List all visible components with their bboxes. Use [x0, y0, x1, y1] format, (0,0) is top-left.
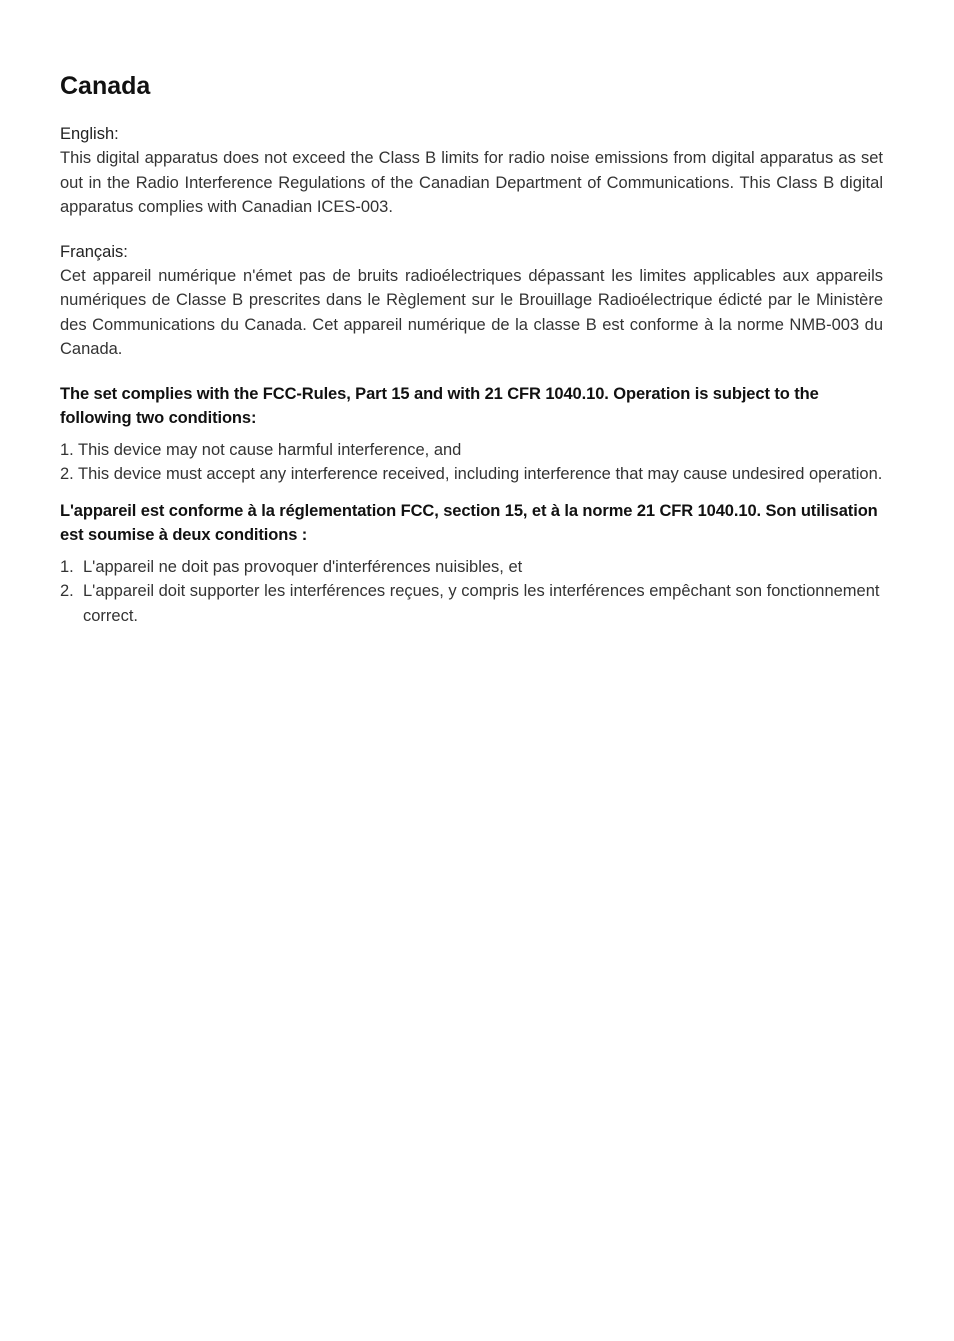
- english-label: English:: [60, 125, 119, 143]
- fcc-english-conditions: [60, 438, 883, 487]
- list-item: [60, 555, 883, 580]
- list-item-text: This device must accept any interference received, including interference that may cause undesired operation.: [78, 465, 883, 483]
- list-item-number: 1.: [60, 440, 74, 459]
- list-item: [60, 462, 883, 487]
- fcc-english-intro: The set complies with the FCC-Rules, Part 15 and with 21 CFR 1040.10. Operation is subject to the following two conditions:: [60, 384, 819, 427]
- french-notice: Cet appareil numérique n'émet pas de bruits radioélectriques dépassant les limites applicables aux appareils numériques de Classe B prescrites dans le Règlement sur le Brouillage Radioélectrique édicté par le Ministère des Communications du Canada. Cet appareil numérique de la classe B est conforme à la norme NMB-003 du Canada.: [60, 266, 883, 358]
- page-title: Canada: [60, 72, 151, 100]
- list-item-text: This device may not cause harmful interference, and: [78, 440, 462, 459]
- list-item: [60, 438, 883, 463]
- list-item-text: L'appareil doit supporter les interférences reçues, y compris les interférences empêchant son fonctionnement correct.: [83, 582, 880, 625]
- fcc-french-conditions: [60, 555, 883, 629]
- document-page: [60, 70, 883, 640]
- list-item-number: 1.: [60, 557, 74, 576]
- list-item-number: 2.: [60, 582, 74, 600]
- english-notice: This digital apparatus does not exceed the Class B limits for radio noise emissions from digital apparatus as set out in the Radio Interference Regulations of the Canadian Department of Communications. This Class B digital apparatus complies with Canadian ICES-003.: [60, 149, 883, 216]
- list-item-text: L'appareil ne doit pas provoquer d'interférences nuisibles, et: [83, 557, 523, 576]
- list-item: [60, 579, 883, 628]
- fcc-french-intro: L'appareil est conforme à la réglementation FCC, section 15, et à la norme 21 CFR 1040.10. Son utilisation est soumise à deux conditions :: [60, 501, 878, 544]
- list-item-number: 2.: [60, 465, 74, 483]
- french-label: Français:: [60, 242, 128, 261]
